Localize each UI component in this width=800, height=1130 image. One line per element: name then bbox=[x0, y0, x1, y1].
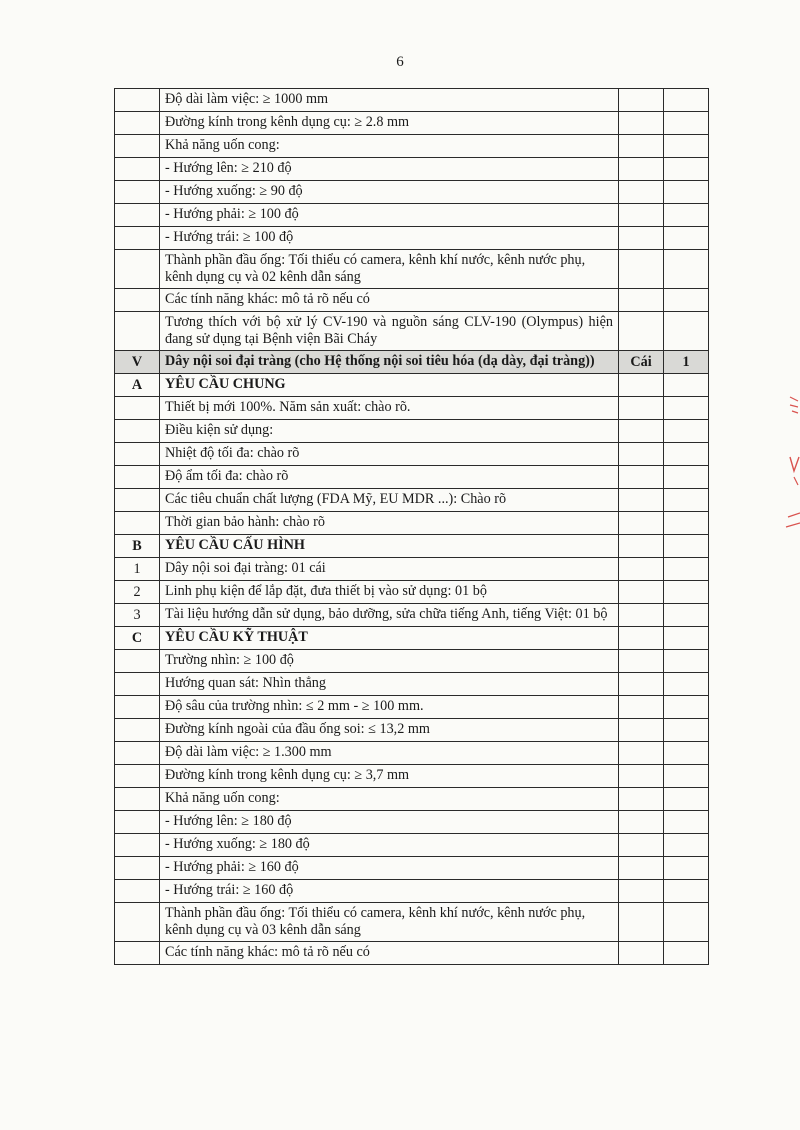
row-index-cell bbox=[115, 250, 160, 289]
table-row bbox=[115, 673, 709, 696]
row-description-cell: Dây nội soi đại tràng: 01 cái bbox=[160, 558, 619, 581]
row-quantity-cell bbox=[664, 765, 709, 788]
row-description-cell: YÊU CẦU KỸ THUẬT bbox=[160, 627, 619, 650]
row-unit-cell bbox=[619, 89, 664, 112]
row-index-cell bbox=[115, 719, 160, 742]
row-index-cell bbox=[115, 742, 160, 765]
row-unit-cell bbox=[619, 604, 664, 627]
row-quantity-cell bbox=[664, 112, 709, 135]
row-unit-cell bbox=[619, 135, 664, 158]
row-unit-cell bbox=[619, 834, 664, 857]
table-row bbox=[115, 443, 709, 466]
row-index-cell bbox=[115, 696, 160, 719]
row-index-cell bbox=[115, 512, 160, 535]
row-quantity-cell bbox=[664, 558, 709, 581]
row-index-cell bbox=[115, 420, 160, 443]
row-unit-cell bbox=[619, 181, 664, 204]
row-quantity-cell bbox=[664, 581, 709, 604]
row-description-cell: Các tính năng khác: mô tả rõ nếu có bbox=[160, 942, 619, 965]
row-unit-cell: Cái bbox=[619, 351, 664, 374]
row-index-cell bbox=[115, 289, 160, 312]
row-quantity-cell bbox=[664, 312, 709, 351]
row-quantity-cell bbox=[664, 834, 709, 857]
table-row bbox=[115, 250, 709, 289]
row-index-cell bbox=[115, 443, 160, 466]
row-unit-cell bbox=[619, 788, 664, 811]
table-row bbox=[115, 857, 709, 880]
row-quantity-cell bbox=[664, 742, 709, 765]
row-index-cell: B bbox=[115, 535, 160, 558]
row-description-cell: Thời gian bảo hành: chào rõ bbox=[160, 512, 619, 535]
row-quantity-cell bbox=[664, 535, 709, 558]
row-description-cell: Độ sâu của trường nhìn: ≤ 2 mm - ≥ 100 mm. bbox=[160, 696, 619, 719]
row-quantity-cell bbox=[664, 942, 709, 965]
table-row bbox=[115, 604, 709, 627]
table-row bbox=[115, 903, 709, 942]
row-quantity-cell bbox=[664, 604, 709, 627]
table-row bbox=[115, 397, 709, 420]
row-unit-cell bbox=[619, 719, 664, 742]
specification-table-body bbox=[115, 89, 709, 965]
row-unit-cell bbox=[619, 857, 664, 880]
table-row bbox=[115, 374, 709, 397]
row-unit-cell bbox=[619, 650, 664, 673]
row-index-cell bbox=[115, 834, 160, 857]
row-index-cell bbox=[115, 673, 160, 696]
row-description-cell: Đường kính ngoài của đầu ống soi: ≤ 13,2 mm bbox=[160, 719, 619, 742]
row-description-cell: - Hướng phải: ≥ 100 độ bbox=[160, 204, 619, 227]
table-row bbox=[115, 719, 709, 742]
row-description-cell: Hướng quan sát: Nhìn thẳng bbox=[160, 673, 619, 696]
table-row bbox=[115, 627, 709, 650]
row-unit-cell bbox=[619, 204, 664, 227]
row-unit-cell bbox=[619, 581, 664, 604]
table-row bbox=[115, 558, 709, 581]
row-quantity-cell bbox=[664, 250, 709, 289]
table-row bbox=[115, 227, 709, 250]
row-description-cell: Độ dài làm việc: ≥ 1000 mm bbox=[160, 89, 619, 112]
table-row bbox=[115, 158, 709, 181]
row-unit-cell bbox=[619, 673, 664, 696]
row-index-cell bbox=[115, 135, 160, 158]
row-description-cell: - Hướng trái: ≥ 100 độ bbox=[160, 227, 619, 250]
row-quantity-cell bbox=[664, 374, 709, 397]
row-unit-cell bbox=[619, 420, 664, 443]
table-row bbox=[115, 834, 709, 857]
row-unit-cell bbox=[619, 558, 664, 581]
row-unit-cell bbox=[619, 811, 664, 834]
table-row bbox=[115, 351, 709, 374]
row-quantity-cell bbox=[664, 397, 709, 420]
row-quantity-cell bbox=[664, 420, 709, 443]
row-quantity-cell bbox=[664, 466, 709, 489]
row-description-cell: YÊU CẦU CẤU HÌNH bbox=[160, 535, 619, 558]
row-quantity-cell bbox=[664, 650, 709, 673]
row-description-cell: Tương thích với bộ xử lý CV-190 và nguồn sáng CLV-190 (Olympus) hiện đang sử dụng tại Bệnh viện Bãi Cháy bbox=[160, 312, 619, 351]
table-row bbox=[115, 181, 709, 204]
row-description-cell: Các tiêu chuẩn chất lượng (FDA Mỹ, EU MDR ...): Chào rõ bbox=[160, 489, 619, 512]
table-row bbox=[115, 112, 709, 135]
row-index-cell bbox=[115, 857, 160, 880]
table-row bbox=[115, 466, 709, 489]
row-description-cell: Linh phụ kiện để lắp đặt, đưa thiết bị vào sử dụng: 01 bộ bbox=[160, 581, 619, 604]
row-index-cell: V bbox=[115, 351, 160, 374]
row-index-cell bbox=[115, 227, 160, 250]
row-description-cell: Khả năng uốn cong: bbox=[160, 788, 619, 811]
row-index-cell bbox=[115, 489, 160, 512]
row-unit-cell bbox=[619, 903, 664, 942]
row-quantity-cell: 1 bbox=[664, 351, 709, 374]
row-index-cell: C bbox=[115, 627, 160, 650]
row-quantity-cell bbox=[664, 880, 709, 903]
row-index-cell bbox=[115, 903, 160, 942]
row-quantity-cell bbox=[664, 696, 709, 719]
row-description-cell: Trường nhìn: ≥ 100 độ bbox=[160, 650, 619, 673]
row-index-cell bbox=[115, 158, 160, 181]
row-unit-cell bbox=[619, 466, 664, 489]
table-row bbox=[115, 581, 709, 604]
row-quantity-cell bbox=[664, 489, 709, 512]
row-unit-cell bbox=[619, 489, 664, 512]
row-unit-cell bbox=[619, 535, 664, 558]
table-row bbox=[115, 204, 709, 227]
row-quantity-cell bbox=[664, 719, 709, 742]
row-quantity-cell bbox=[664, 181, 709, 204]
row-unit-cell bbox=[619, 627, 664, 650]
row-index-cell bbox=[115, 397, 160, 420]
row-quantity-cell bbox=[664, 903, 709, 942]
row-description-cell: Tài liệu hướng dẫn sử dụng, bảo dưỡng, sửa chữa tiếng Anh, tiếng Việt: 01 bộ bbox=[160, 604, 619, 627]
row-quantity-cell bbox=[664, 627, 709, 650]
table-row bbox=[115, 742, 709, 765]
table-row bbox=[115, 135, 709, 158]
table-row bbox=[115, 650, 709, 673]
row-description-cell: Nhiệt độ tối đa: chào rõ bbox=[160, 443, 619, 466]
row-quantity-cell bbox=[664, 788, 709, 811]
row-quantity-cell bbox=[664, 135, 709, 158]
row-description-cell: Các tính năng khác: mô tả rõ nếu có bbox=[160, 289, 619, 312]
row-description-cell: Điều kiện sử dụng: bbox=[160, 420, 619, 443]
table-row bbox=[115, 765, 709, 788]
row-unit-cell bbox=[619, 696, 664, 719]
row-quantity-cell bbox=[664, 204, 709, 227]
row-index-cell: 1 bbox=[115, 558, 160, 581]
table-row bbox=[115, 312, 709, 351]
row-index-cell bbox=[115, 466, 160, 489]
row-index-cell bbox=[115, 788, 160, 811]
row-unit-cell bbox=[619, 397, 664, 420]
row-index-cell bbox=[115, 765, 160, 788]
margin-pen-marks bbox=[782, 395, 800, 545]
row-description-cell: Thiết bị mới 100%. Năm sản xuất: chào rõ. bbox=[160, 397, 619, 420]
row-index-cell bbox=[115, 204, 160, 227]
row-index-cell bbox=[115, 880, 160, 903]
table-row bbox=[115, 942, 709, 965]
row-unit-cell bbox=[619, 312, 664, 351]
row-quantity-cell bbox=[664, 158, 709, 181]
row-index-cell: 3 bbox=[115, 604, 160, 627]
table-row bbox=[115, 89, 709, 112]
row-description-cell: Đường kính trong kênh dụng cụ: ≥ 3,7 mm bbox=[160, 765, 619, 788]
row-unit-cell bbox=[619, 250, 664, 289]
table-row bbox=[115, 512, 709, 535]
row-description-cell: - Hướng lên: ≥ 210 độ bbox=[160, 158, 619, 181]
table-row bbox=[115, 535, 709, 558]
row-description-cell: YÊU CẦU CHUNG bbox=[160, 374, 619, 397]
row-description-cell: - Hướng phải: ≥ 160 độ bbox=[160, 857, 619, 880]
row-quantity-cell bbox=[664, 811, 709, 834]
table-row bbox=[115, 811, 709, 834]
row-index-cell: A bbox=[115, 374, 160, 397]
row-unit-cell bbox=[619, 742, 664, 765]
row-index-cell bbox=[115, 89, 160, 112]
row-description-cell: Thành phần đầu ống: Tối thiểu có camera, kênh khí nước, kênh nước phụ, kênh dụng cụ và 02 kênh dẫn sáng bbox=[160, 250, 619, 289]
table-row bbox=[115, 420, 709, 443]
row-unit-cell bbox=[619, 227, 664, 250]
row-unit-cell bbox=[619, 289, 664, 312]
row-unit-cell bbox=[619, 158, 664, 181]
row-index-cell bbox=[115, 650, 160, 673]
row-description-cell: - Hướng xuống: ≥ 180 độ bbox=[160, 834, 619, 857]
row-description-cell: Thành phần đầu ống: Tối thiểu có camera, kênh khí nước, kênh nước phụ, kênh dụng cụ và 03 kênh dẫn sáng bbox=[160, 903, 619, 942]
row-unit-cell bbox=[619, 880, 664, 903]
row-unit-cell bbox=[619, 443, 664, 466]
row-quantity-cell bbox=[664, 673, 709, 696]
row-index-cell bbox=[115, 112, 160, 135]
row-quantity-cell bbox=[664, 89, 709, 112]
row-description-cell: Độ dài làm việc: ≥ 1.300 mm bbox=[160, 742, 619, 765]
row-quantity-cell bbox=[664, 227, 709, 250]
specification-table bbox=[114, 88, 709, 965]
row-description-cell: Dây nội soi đại tràng (cho Hệ thống nội soi tiêu hóa (dạ dày, đại tràng)) bbox=[160, 351, 619, 374]
row-description-cell: - Hướng xuống: ≥ 90 độ bbox=[160, 181, 619, 204]
row-quantity-cell bbox=[664, 512, 709, 535]
row-index-cell bbox=[115, 811, 160, 834]
row-description-cell: - Hướng trái: ≥ 160 độ bbox=[160, 880, 619, 903]
table-row bbox=[115, 289, 709, 312]
table-row bbox=[115, 788, 709, 811]
row-index-cell: 2 bbox=[115, 581, 160, 604]
row-unit-cell bbox=[619, 942, 664, 965]
table-row bbox=[115, 489, 709, 512]
table-row bbox=[115, 696, 709, 719]
row-unit-cell bbox=[619, 765, 664, 788]
row-description-cell: Độ ẩm tối đa: chào rõ bbox=[160, 466, 619, 489]
page-number: 6 bbox=[396, 54, 404, 70]
row-index-cell bbox=[115, 312, 160, 351]
row-description-cell: Đường kính trong kênh dụng cụ: ≥ 2.8 mm bbox=[160, 112, 619, 135]
row-unit-cell bbox=[619, 512, 664, 535]
table-row bbox=[115, 880, 709, 903]
row-description-cell: - Hướng lên: ≥ 180 độ bbox=[160, 811, 619, 834]
row-unit-cell bbox=[619, 112, 664, 135]
row-quantity-cell bbox=[664, 857, 709, 880]
row-quantity-cell bbox=[664, 289, 709, 312]
row-quantity-cell bbox=[664, 443, 709, 466]
row-index-cell bbox=[115, 942, 160, 965]
row-unit-cell bbox=[619, 374, 664, 397]
row-description-cell: Khả năng uốn cong: bbox=[160, 135, 619, 158]
row-index-cell bbox=[115, 181, 160, 204]
